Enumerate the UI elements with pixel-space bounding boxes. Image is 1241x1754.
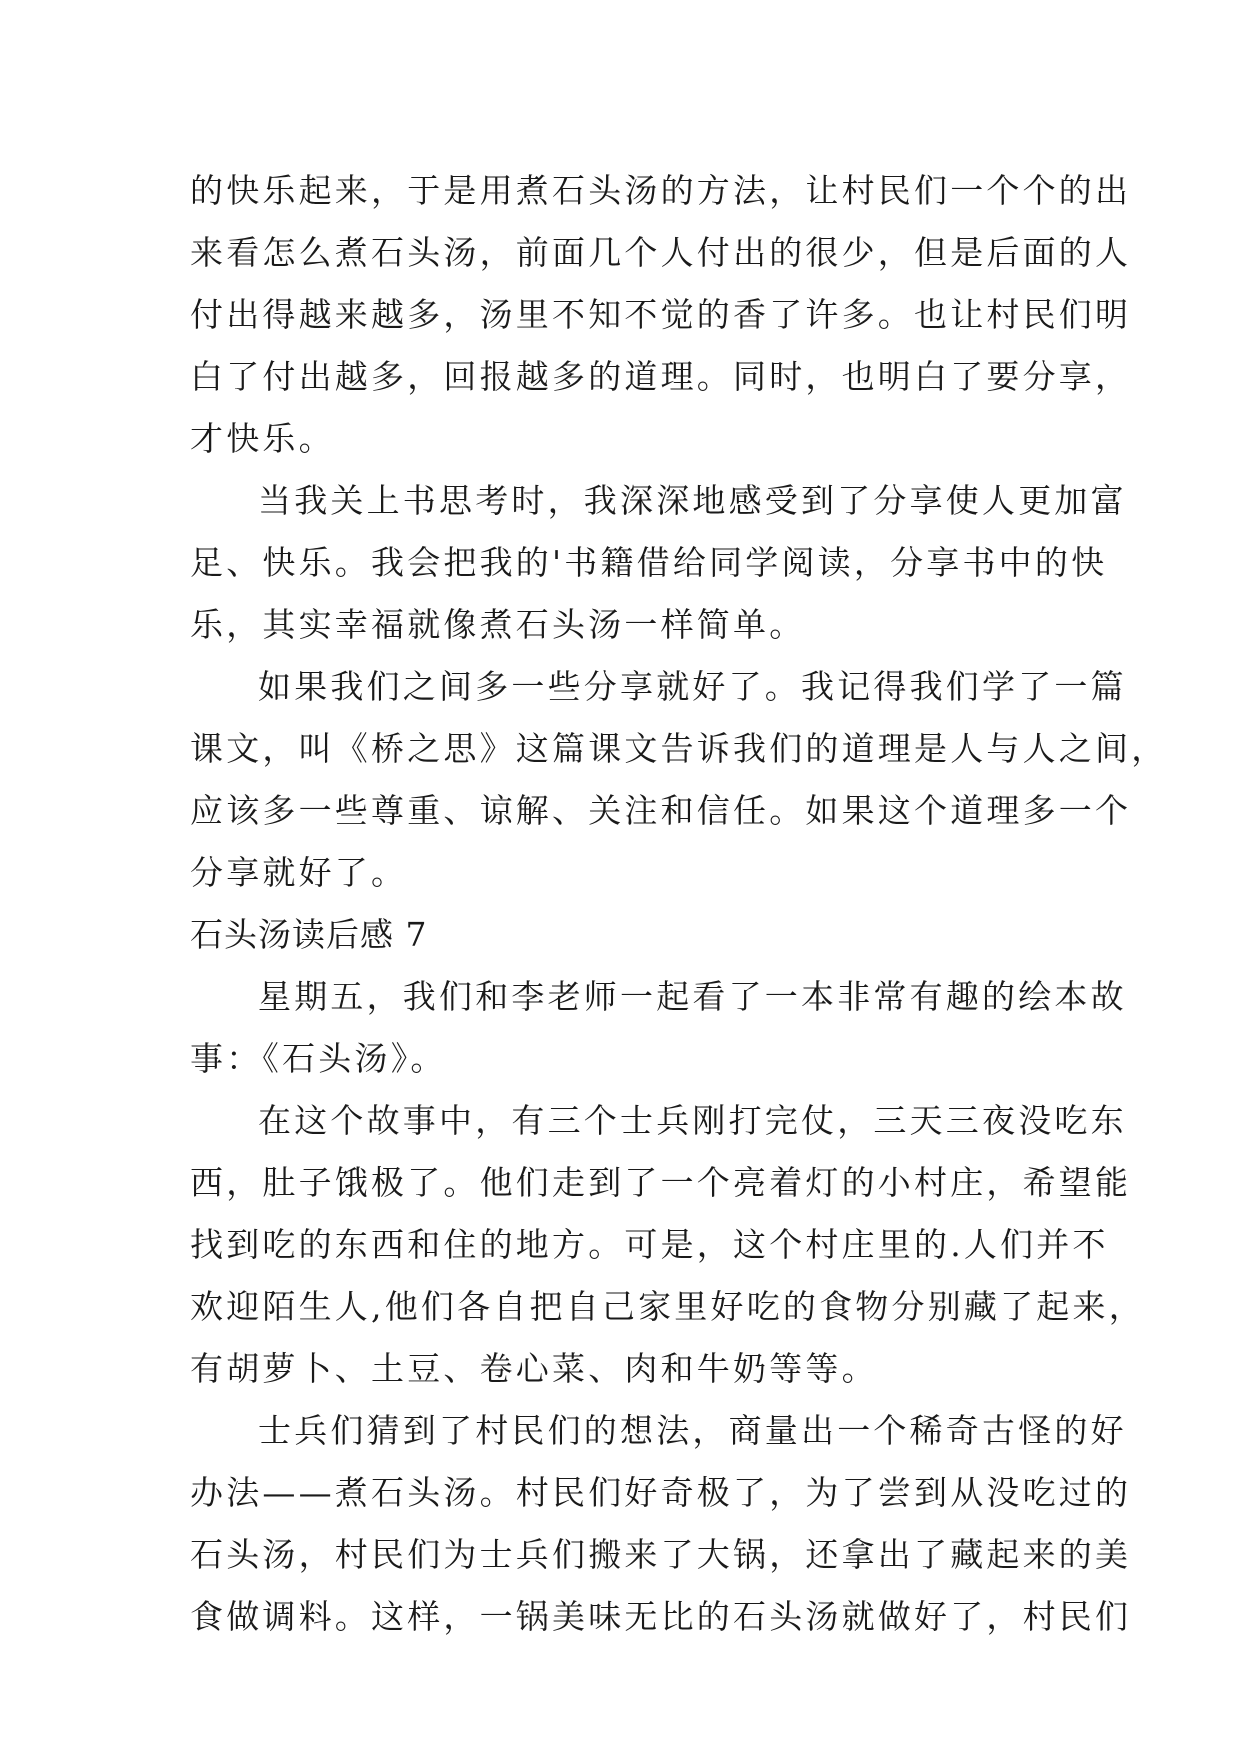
document-page bbox=[190, 160, 1168, 1648]
text-line: 白了付出越多，回报越多的道理。同时，也明白了要分享， bbox=[190, 357, 1132, 396]
text-line: 分享就好了。 bbox=[190, 853, 408, 892]
text-line: 石头汤，村民们为士兵们搬来了大锅，还拿出了藏起来的美 bbox=[190, 1535, 1132, 1574]
section-heading: 石头汤读后感 7 bbox=[190, 915, 428, 954]
paragraph-first-line: 如果我们之间多一些分享就好了。我记得我们学了一篇 bbox=[258, 667, 1127, 706]
text-line: 食做调料。这样，一锅美味无比的石头汤就做好了，村民们 bbox=[190, 1597, 1132, 1636]
paragraph-first-line: 在这个故事中，有三个士兵刚打完仗，三天三夜没吃东 bbox=[258, 1101, 1127, 1140]
text-line: 办法——煮石头汤。村民们好奇极了，为了尝到从没吃过的 bbox=[190, 1473, 1132, 1512]
paragraph-first-line: 星期五，我们和李老师一起看了一本非常有趣的绘本故 bbox=[258, 977, 1127, 1016]
text-line: 付出得越来越多，汤里不知不觉的香了许多。也让村民们明 bbox=[190, 295, 1132, 334]
text-line: 找到吃的东西和住的地方。可是，这个村庄里的.人们并不 bbox=[190, 1225, 1109, 1264]
paragraph-first-line: 士兵们猜到了村民们的想法，商量出一个稀奇古怪的好 bbox=[258, 1411, 1127, 1450]
text-line: 来看怎么煮石头汤，前面几个人付出的很少，但是后面的人 bbox=[190, 233, 1132, 272]
text-line: 的快乐起来，于是用煮石头汤的方法，让村民们一个个的出 bbox=[190, 171, 1132, 210]
text-line: 事：《石头汤》。 bbox=[190, 1039, 447, 1078]
text-line: 有胡萝卜、土豆、卷心菜、肉和牛奶等等。 bbox=[190, 1349, 878, 1388]
paragraph-first-line: 当我关上书思考时，我深深地感受到了分享使人更加富 bbox=[258, 481, 1127, 520]
text-line: 应该多一些尊重、谅解、关注和信任。如果这个道理多一个 bbox=[190, 791, 1132, 830]
text-line: 西，肚子饿极了。他们走到了一个亮着灯的小村庄，希望能 bbox=[190, 1163, 1132, 1202]
text-line: 才快乐。 bbox=[190, 419, 335, 458]
text-line: 足、快乐。我会把我的'书籍借给同学阅读，分享书中的快 bbox=[190, 543, 1108, 582]
text-line: 欢迎陌生人,他们各自把自己家里好吃的食物分别藏了起来， bbox=[190, 1287, 1145, 1326]
text-line: 课文，叫《桥之思》这篇课文告诉我们的道理是人与人之间， bbox=[190, 729, 1168, 768]
text-line: 乐，其实幸福就像煮石头汤一样简单。 bbox=[190, 605, 806, 644]
